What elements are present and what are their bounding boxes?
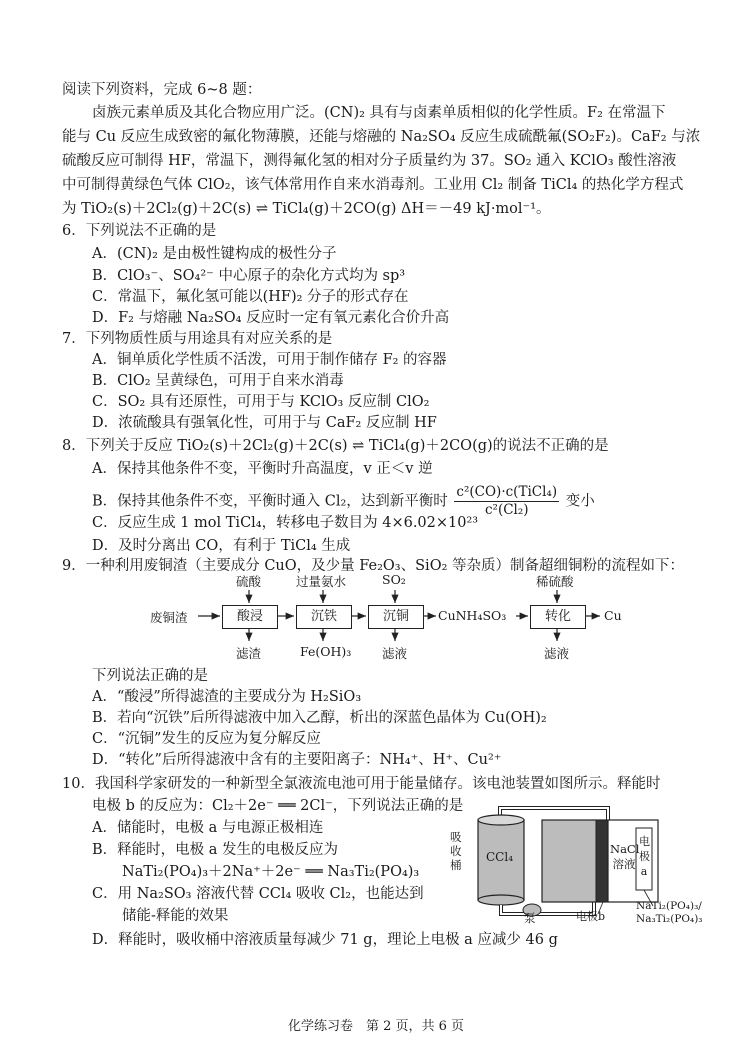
electrode-b-label: 电极b	[576, 910, 606, 923]
tank-label-char-3: 桶	[450, 858, 462, 872]
q7-option-d: D．浓硫酸具有强氧化性，可用于与 CaF₂ 反应制 HF	[92, 415, 437, 431]
nacl-label-line-1: NaCl	[610, 842, 640, 856]
q9-option-c: C．“沉铜”发生的反应为复分解反应	[92, 731, 321, 747]
electrode-a-material	[636, 900, 703, 926]
passage-line-2: 能与 Cu 反应生成致密的氟化物薄膜，还能与熔融的 Na₂SO₄ 反应生成硫酰氟(SO₂F₂)。CaF₂ 与浓	[62, 129, 701, 145]
q6-option-b: B．ClO₃⁻、SO₄²⁻ 中心原子的杂化方式均为 sp³	[92, 268, 406, 284]
flow-step-iron-precip: 沉铁	[296, 605, 352, 629]
electrode-a-label	[639, 834, 649, 879]
flow-output-3: 滤液	[382, 646, 408, 661]
q9-option-d: D．“转化”后所得滤液中含有的主要阳离子：NH₄⁺、H⁺、Cu²⁺	[92, 752, 502, 768]
q10-option-d: D．释能时，吸收桶中溶液质量每减少 71 g，理论上电极 a 应减少 46 g	[92, 932, 558, 948]
q8-option-d: D．及时分离出 CO，有利于 TiCl₄ 生成	[92, 538, 351, 554]
electrode-a-label-char-2: 极	[639, 850, 650, 863]
flow-output-4: 滤液	[544, 646, 570, 661]
electrode-a-label-char-3: a	[640, 865, 648, 878]
tank-label	[450, 830, 462, 872]
flow-reagent-3: SO₂	[382, 572, 406, 587]
q10-stem-2: 电极 b 的反应为：Cl₂＋2e⁻ ══ 2Cl⁻，下列说法正确的是	[92, 798, 464, 814]
flow-step-acid-leach: 酸浸	[222, 605, 278, 629]
q8-fraction-denominator: c²(Cl₂)	[484, 502, 529, 518]
nacl-label-line-2: 溶液	[612, 857, 636, 871]
ccl4-label: CCl₄	[486, 850, 514, 864]
electrode-a-label-char-1: 电	[639, 835, 650, 848]
passage-line-4: 中可制得黄绿色气体 ClO₂，该气体常用作自来水消毒剂。工业用 Cl₂ 制备 TiCl₄ 的热化学方程式	[62, 177, 684, 193]
q6-stem: 6．下列说法不正确的是	[62, 223, 217, 239]
q10-option-a: A．储能时，电极 a 与电源正极相连	[92, 820, 324, 836]
flow-reagent-4: 稀硫酸	[536, 574, 574, 589]
q8-option-c: C．反应生成 1 mol TiCl₄，转移电子数目为 4×6.02×10²³	[92, 515, 479, 531]
q10-option-c-cont: 储能-释能的效果	[122, 908, 229, 924]
tank-label-char-2: 收	[450, 844, 462, 858]
intro-line: 阅读下列资料，完成 6~8 题：	[62, 82, 262, 98]
q10-stem: 10．我国科学家研发的一种新型全氯液流电池可用于能量储存。该电池装置如图所示。释能时	[62, 776, 661, 792]
q7-option-a: A．铜单质化学性质不活泼，可用于制作储存 F₂ 的容器	[92, 352, 447, 368]
q7-option-b: B．ClO₂ 呈黄绿色，可用于自来水消毒	[92, 373, 344, 389]
flow-output-1: 滤渣	[236, 646, 262, 661]
flow-step-conversion: 转化	[530, 605, 586, 629]
q9-flow-diagram	[150, 570, 630, 665]
q9-sub-stem: 下列说法正确的是	[92, 668, 208, 684]
q6-option-c: C．常温下，氟化氢可能以(HF)₂ 分子的形式存在	[92, 289, 409, 305]
flow-reagent-2: 过量氨水	[296, 574, 347, 589]
passage-line-5: 为 TiO₂(s)＋2Cl₂(g)＋2C(s) ⇌ TiCl₄(g)＋2CO(g) ΔH＝－49 kJ·mol⁻¹。	[62, 201, 551, 217]
pump-label: 泵	[524, 911, 536, 925]
q10-option-b-equation: NaTi₂(PO₄)₃＋2Na⁺＋2e⁻ ══ Na₃Ti₂(PO₄)₃	[122, 864, 420, 880]
q10-battery-diagram	[448, 802, 718, 925]
q7-stem: 7．下列物质性质与用途具有对应关系的是	[62, 331, 333, 347]
q6-option-a: A．(CN)₂ 是由极性键构成的极性分子	[92, 246, 337, 262]
passage-line-1: 卤族元素单质及其化合物应用广泛。(CN)₂ 具有与卤素单质相似的化学性质。F₂ 在常温下	[92, 105, 666, 121]
passage-line-3: 硫酸反应可制得 HF，常温下，测得氟化氢的相对分子质量约为 37。SO₂ 通入 KClO₃ 酸性溶液	[62, 153, 677, 169]
q9-stem: 9．一种利用废铜渣（主要成分 CuO，及少量 Fe₂O₃、SiO₂ 等杂质）制备超细铜粉的流程如下：	[62, 558, 685, 574]
nacl-label	[610, 842, 638, 872]
q6-option-d: D．F₂ 与熔融 Na₂SO₄ 反应时一定有氧元素化合价升高	[92, 310, 450, 326]
q8-option-b-text: B．保持其他条件不变，平衡时通入 Cl₂，达到新平衡时	[92, 493, 448, 510]
flow-intermediate: CuNH₄SO₃	[438, 608, 507, 623]
q9-option-a: A．“酸浸”所得滤渣的主要成分为 H₂SiO₃	[92, 689, 362, 705]
flow-step-copper-precip: 沉铜	[368, 605, 424, 629]
flow-output-2: Fe(OH)₃	[300, 644, 352, 659]
electrode-a-material-line-1: NaTi₂(PO₄)₃/	[636, 900, 702, 912]
q8-option-a: A．保持其他条件不变，平衡时升高温度，v 正＜v 逆	[92, 461, 433, 477]
q8-option-b-end: 变小	[565, 493, 595, 510]
flow-start: 废铜渣	[150, 610, 188, 625]
page-footer: 化学练习卷 第 2 页，共 6 页	[287, 1019, 465, 1034]
q9-option-b: B．若向“沉铁”后所得滤液中加入乙醇，析出的深蓝色晶体为 Cu(OH)₂	[92, 710, 547, 726]
q8-fraction-numerator: c²(CO)·c(TiCl₄)	[456, 484, 558, 500]
tank-label-char-1: 吸	[450, 830, 462, 844]
q7-option-c: C．SO₂ 具有还原性，可用于与 KClO₃ 反应制 ClO₂	[92, 394, 430, 410]
flow-end: Cu	[604, 608, 622, 623]
q8-stem: 8．下列关于反应 TiO₂(s)＋2Cl₂(g)＋2C(s) ⇌ TiCl₄(g)＋2CO(g)的说法不正确的是	[62, 438, 609, 454]
flow-reagent-1: 硫酸	[236, 574, 262, 589]
electrode-a-material-line-2: Na₃Ti₂(PO₄)₃	[636, 913, 703, 925]
q10-option-c: C．用 Na₂SO₃ 溶液代替 CCl₄ 吸收 Cl₂，也能达到	[92, 886, 424, 902]
q10-option-b: B．释能时，电极 a 发生的电极反应为	[92, 842, 339, 858]
